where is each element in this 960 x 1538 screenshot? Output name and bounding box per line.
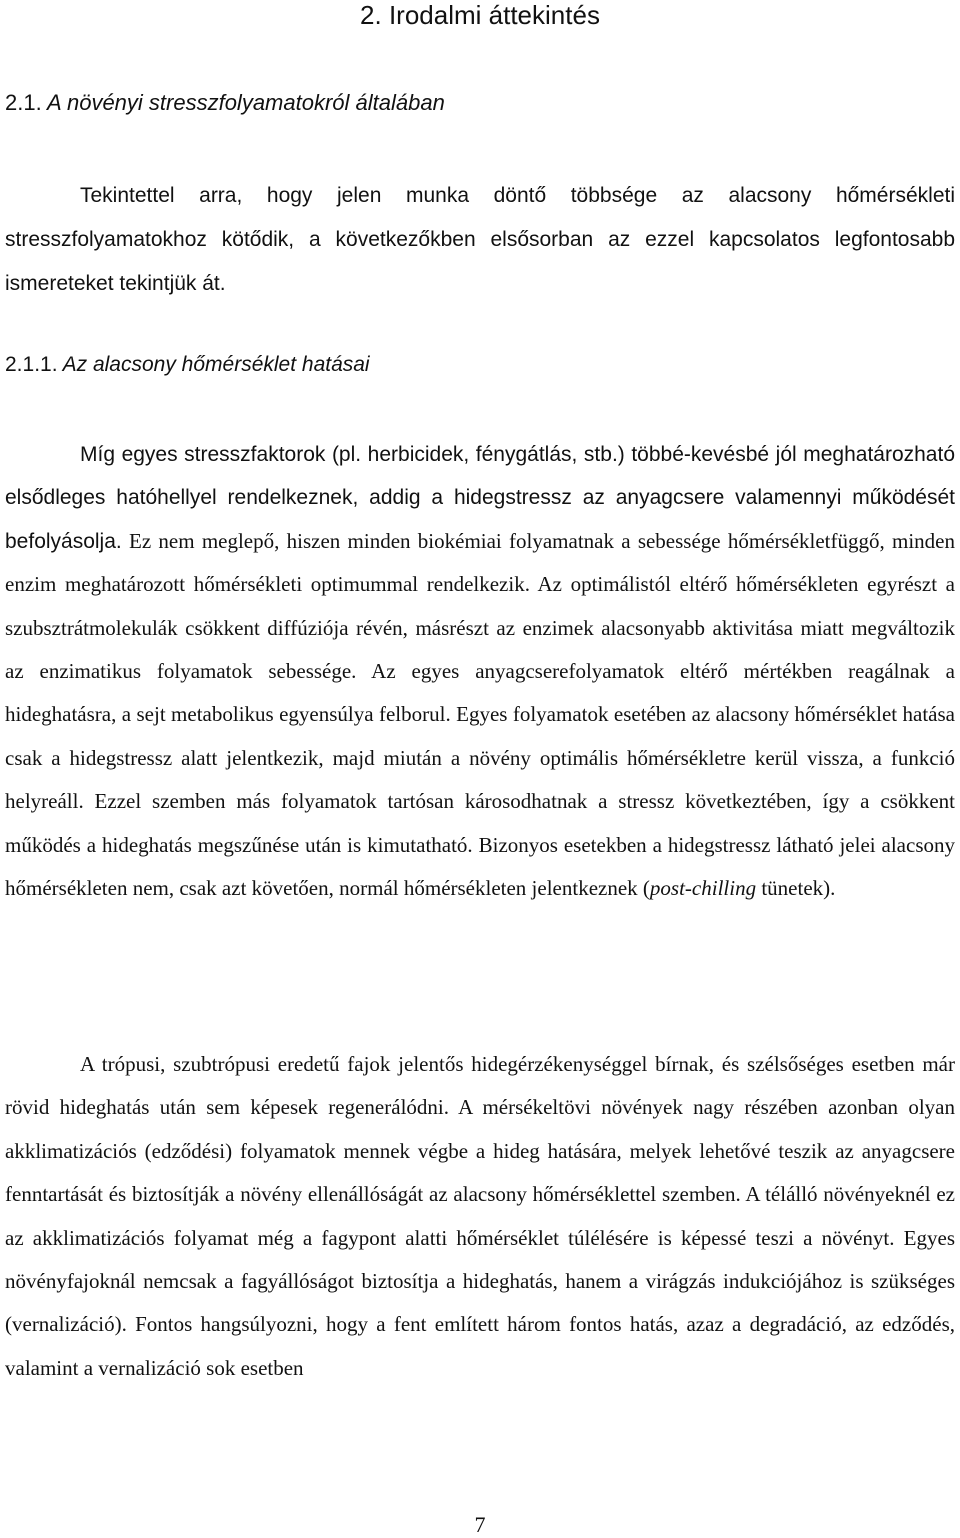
subsection-title: Az alacsony hőmérséklet hatásai xyxy=(62,353,370,376)
chapter-title: 2. Irodalmi áttekintés xyxy=(360,0,600,30)
subsection-heading xyxy=(5,350,370,380)
paragraph-serif-part-1: Ez nem meglepő, hiszen minden biokémiai folyamatnak a sebessége hőmérsékletfüggő, minden enzim meghatározott hőmérsékleti optimummal rendelkezik. Az optimálistól eltérő hőmérsékleten egyrészt a szubsztrátmolekulák csökkent diffúziója révén, másrészt az enzimek alacsonyabb aktivitása miatt megváltozik az enzimatikus folyamatok sebessége. Az egyes anyagcserefolyamatok eltérő mértékben reagálnak a hideghatásra, a sejt metabolikus egyensúlya felborul. Egyes folyamatok esetében az alacsony hőmérséklet hatása csak a hidegstressz alatt jelentkezik, majd miután a növény optimális hőmérsékletre kerül vissza, a funkció helyreáll. Ezzel szemben más folyamatok tartósan károsodhatnak a stressz következtében, így a csökkent működés a hideghatás megszűnése után is kimutatható. Bizonyos esetekben a hidegstressz látható jelei alacsony hőmérsékleten nem, csak azt követően, normál hőmérsékleten jelentkeznek ( xyxy=(5,528,955,901)
paragraph-low-temperature-effects xyxy=(5,433,955,910)
italic-term: post-chilling xyxy=(649,876,757,901)
intro-paragraph: Tekintettel arra, hogy jelen munka döntő többsége az alacsony hőmérsékleti stresszfolyamatokhoz kötődik, a következőkben elsősorban az ezzel kapcsolatos legfontosabb ismereteket tekintjük át. xyxy=(5,184,955,295)
section-heading xyxy=(5,88,445,118)
page-number: 7 xyxy=(474,1512,486,1537)
paragraph-acclimatization: A trópusi, szubtrópusi eredetű fajok jelentős hidegérzékenységgel bírnak, és szélsőséges esetben már rövid hideghatás után sem képesek regenerálódni. A mérsékeltövi növények nagy részében azonban olyan akklimatizációs (edződési) folyamatok mennek végbe a hideg hatására, melyek lehetővé teszik az anyagcsere fenntartását és biztosítják a növény ellenállóságát az alacsony hőmérséklettel szemben. A télálló növényeknél ez az akklimatizációs folyamat még a fagypont alatti hőmérséklet túlélésére is képessé teszi a növényt. Egyes növényfajoknál nemcsak a fagyállóságot biztosítja a hideghatás, hanem a virágzás indukciójához is szükséges (vernalizáció). Fontos hangsúlyozni, hogy a fent említett három fontos hatás, azaz a degradáció, az edződés, valamint a vernalizáció sok esetben xyxy=(5,1052,955,1380)
section-title: A növényi stresszfolyamatokról általában xyxy=(47,90,445,115)
paragraph-serif-part-2: tünetek). xyxy=(756,876,836,901)
paragraph-sans-part: Míg egyes stresszfaktorok (pl. herbicidek, fénygátlás, stb.) többé-kevésbé jól meghatározható elsődleges hatóhellyel rendelkeznek, addig a hidegstressz az anyagcsere valamennyi működését befolyásolja. xyxy=(5,443,955,553)
subsection-number: 2.1.1. xyxy=(5,353,58,376)
section-number: 2.1. xyxy=(5,90,42,115)
